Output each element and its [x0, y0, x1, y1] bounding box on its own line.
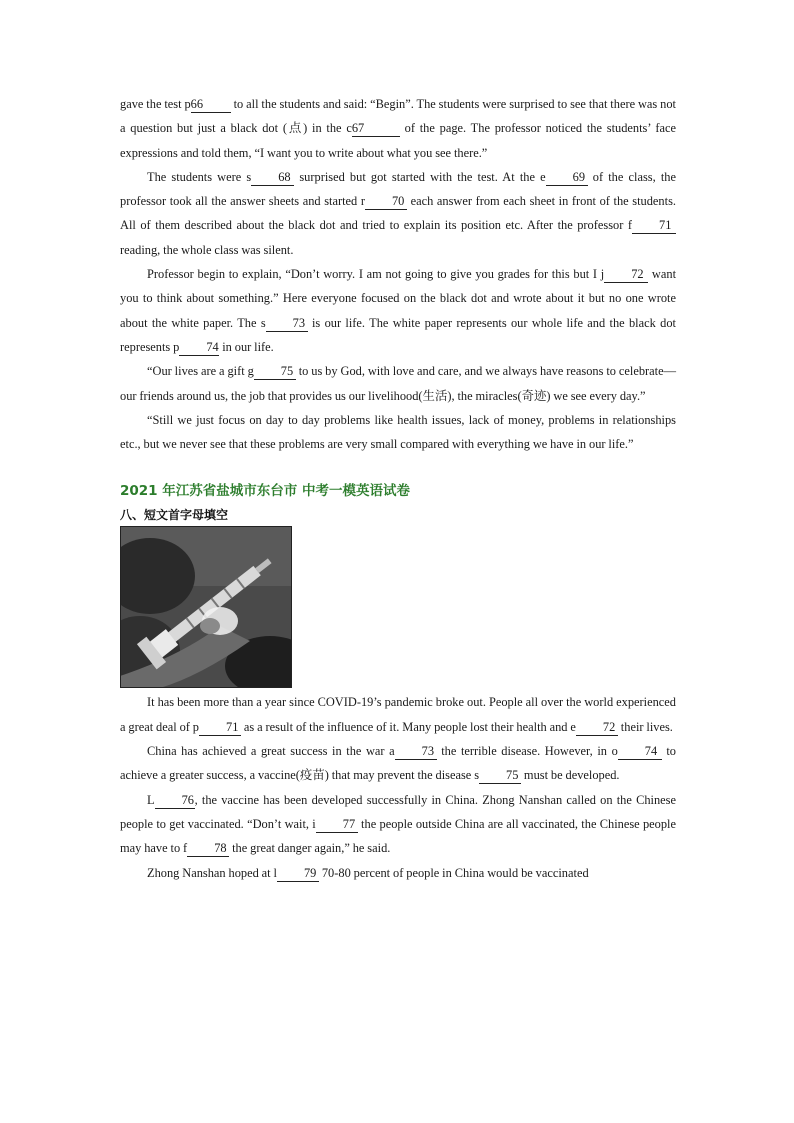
blank-66[interactable]: 66 [191, 97, 231, 113]
exam-title: 2021 年江苏省盐城市东台市 中考一模英语试卷 [120, 483, 410, 500]
blank-69[interactable]: 69 [546, 170, 588, 186]
blank-79[interactable]: 79 [277, 866, 319, 882]
blank-74b[interactable]: 74 [618, 744, 662, 760]
blank-67[interactable]: 67 [352, 121, 400, 137]
paragraph-8: L 76, the vaccine has been developed successfully in China. Zhong Nanshan called on the Chinese people to get vaccinated. “Don’t wait, i 77 the people outside China are all vaccinated, the Chinese people may have to f 78 the great danger again,” he said. [120, 792, 676, 856]
blank-72b[interactable]: 72 [576, 720, 618, 736]
paragraph-2: The students were s 68 surprised but got started with the test. At the e 69 of the class, the professor took all the answer sheets and started r 70 each answer from each sheet in front of the students. All of them described about the black dot and tried to explain its position etc. After the professor f 71 reading, the whole class was silent. [120, 169, 676, 257]
blank-73a[interactable]: 73 [266, 316, 308, 332]
blank-75a[interactable]: 75 [254, 364, 296, 380]
section-subtitle: 八、短文首字母填空 [120, 508, 229, 523]
document-page [120, 92, 676, 885]
blank-70[interactable]: 70 [365, 194, 407, 210]
blank-68[interactable]: 68 [251, 170, 294, 186]
blank-71a[interactable]: 71 [632, 218, 676, 234]
blank-74a[interactable]: 74 [179, 340, 219, 356]
paragraph-4: “Our lives are a gift g 75 to us by God, with love and care, and we always have reasons to celebrate—our friends around us, the job that provides us our livelihood(生活), the miracles(奇迹) we see every day.” [120, 364, 676, 403]
vaccine-photo [120, 526, 292, 688]
blank-77[interactable]: 77 [316, 817, 358, 833]
blank-71b[interactable]: 71 [199, 720, 241, 736]
blank-78[interactable]: 78 [187, 841, 229, 857]
paragraph-3: Professor begin to explain, “Don’t worry. I am not going to give you grades for this but I j 72 want you to think about something.” Here everyone focused on the black dot and wrote about it but no one wrote about the white paper. The s 73 is our life. The white paper represents our whole life and the black dot represents p 74 in our life. [120, 267, 677, 354]
blank-73b[interactable]: 73 [395, 744, 437, 760]
paragraph-6: It has been more than a year since COVID-19’s pandemic broke out. People all over the world experienced a great deal of p 71 as a result of the influence of it. Many people lost their health and e 72 their lives. [120, 695, 676, 734]
paragraph-5: “Still we just focus on day to day problems like health issues, lack of money, problems in relationships etc., but we never see that these problems are very small compared with everything we have in our life.” [120, 412, 676, 452]
blank-76[interactable]: 76 [155, 793, 195, 809]
paragraph-7: China has achieved a great success in the war a 73 the terrible disease. However, in o 74 to achieve a greater success, a vaccine(疫苗) that may prevent the disease s 75 must be developed. [120, 744, 676, 783]
paragraph-9: Zhong Nanshan hoped at l 79 70-80 percent of people in China would be vaccinated [147, 865, 589, 880]
blank-72a[interactable]: 72 [604, 267, 648, 283]
blank-75b[interactable]: 75 [479, 768, 521, 784]
paragraph-1: gave the test p66 to all the students and said: “Begin”. The students were surprised to see that there was not a question but just a black dot (点) in the c67 of the page. The professor noticed the students’ face expressions and told them, “I want you to write about what you see there.” [120, 97, 677, 160]
